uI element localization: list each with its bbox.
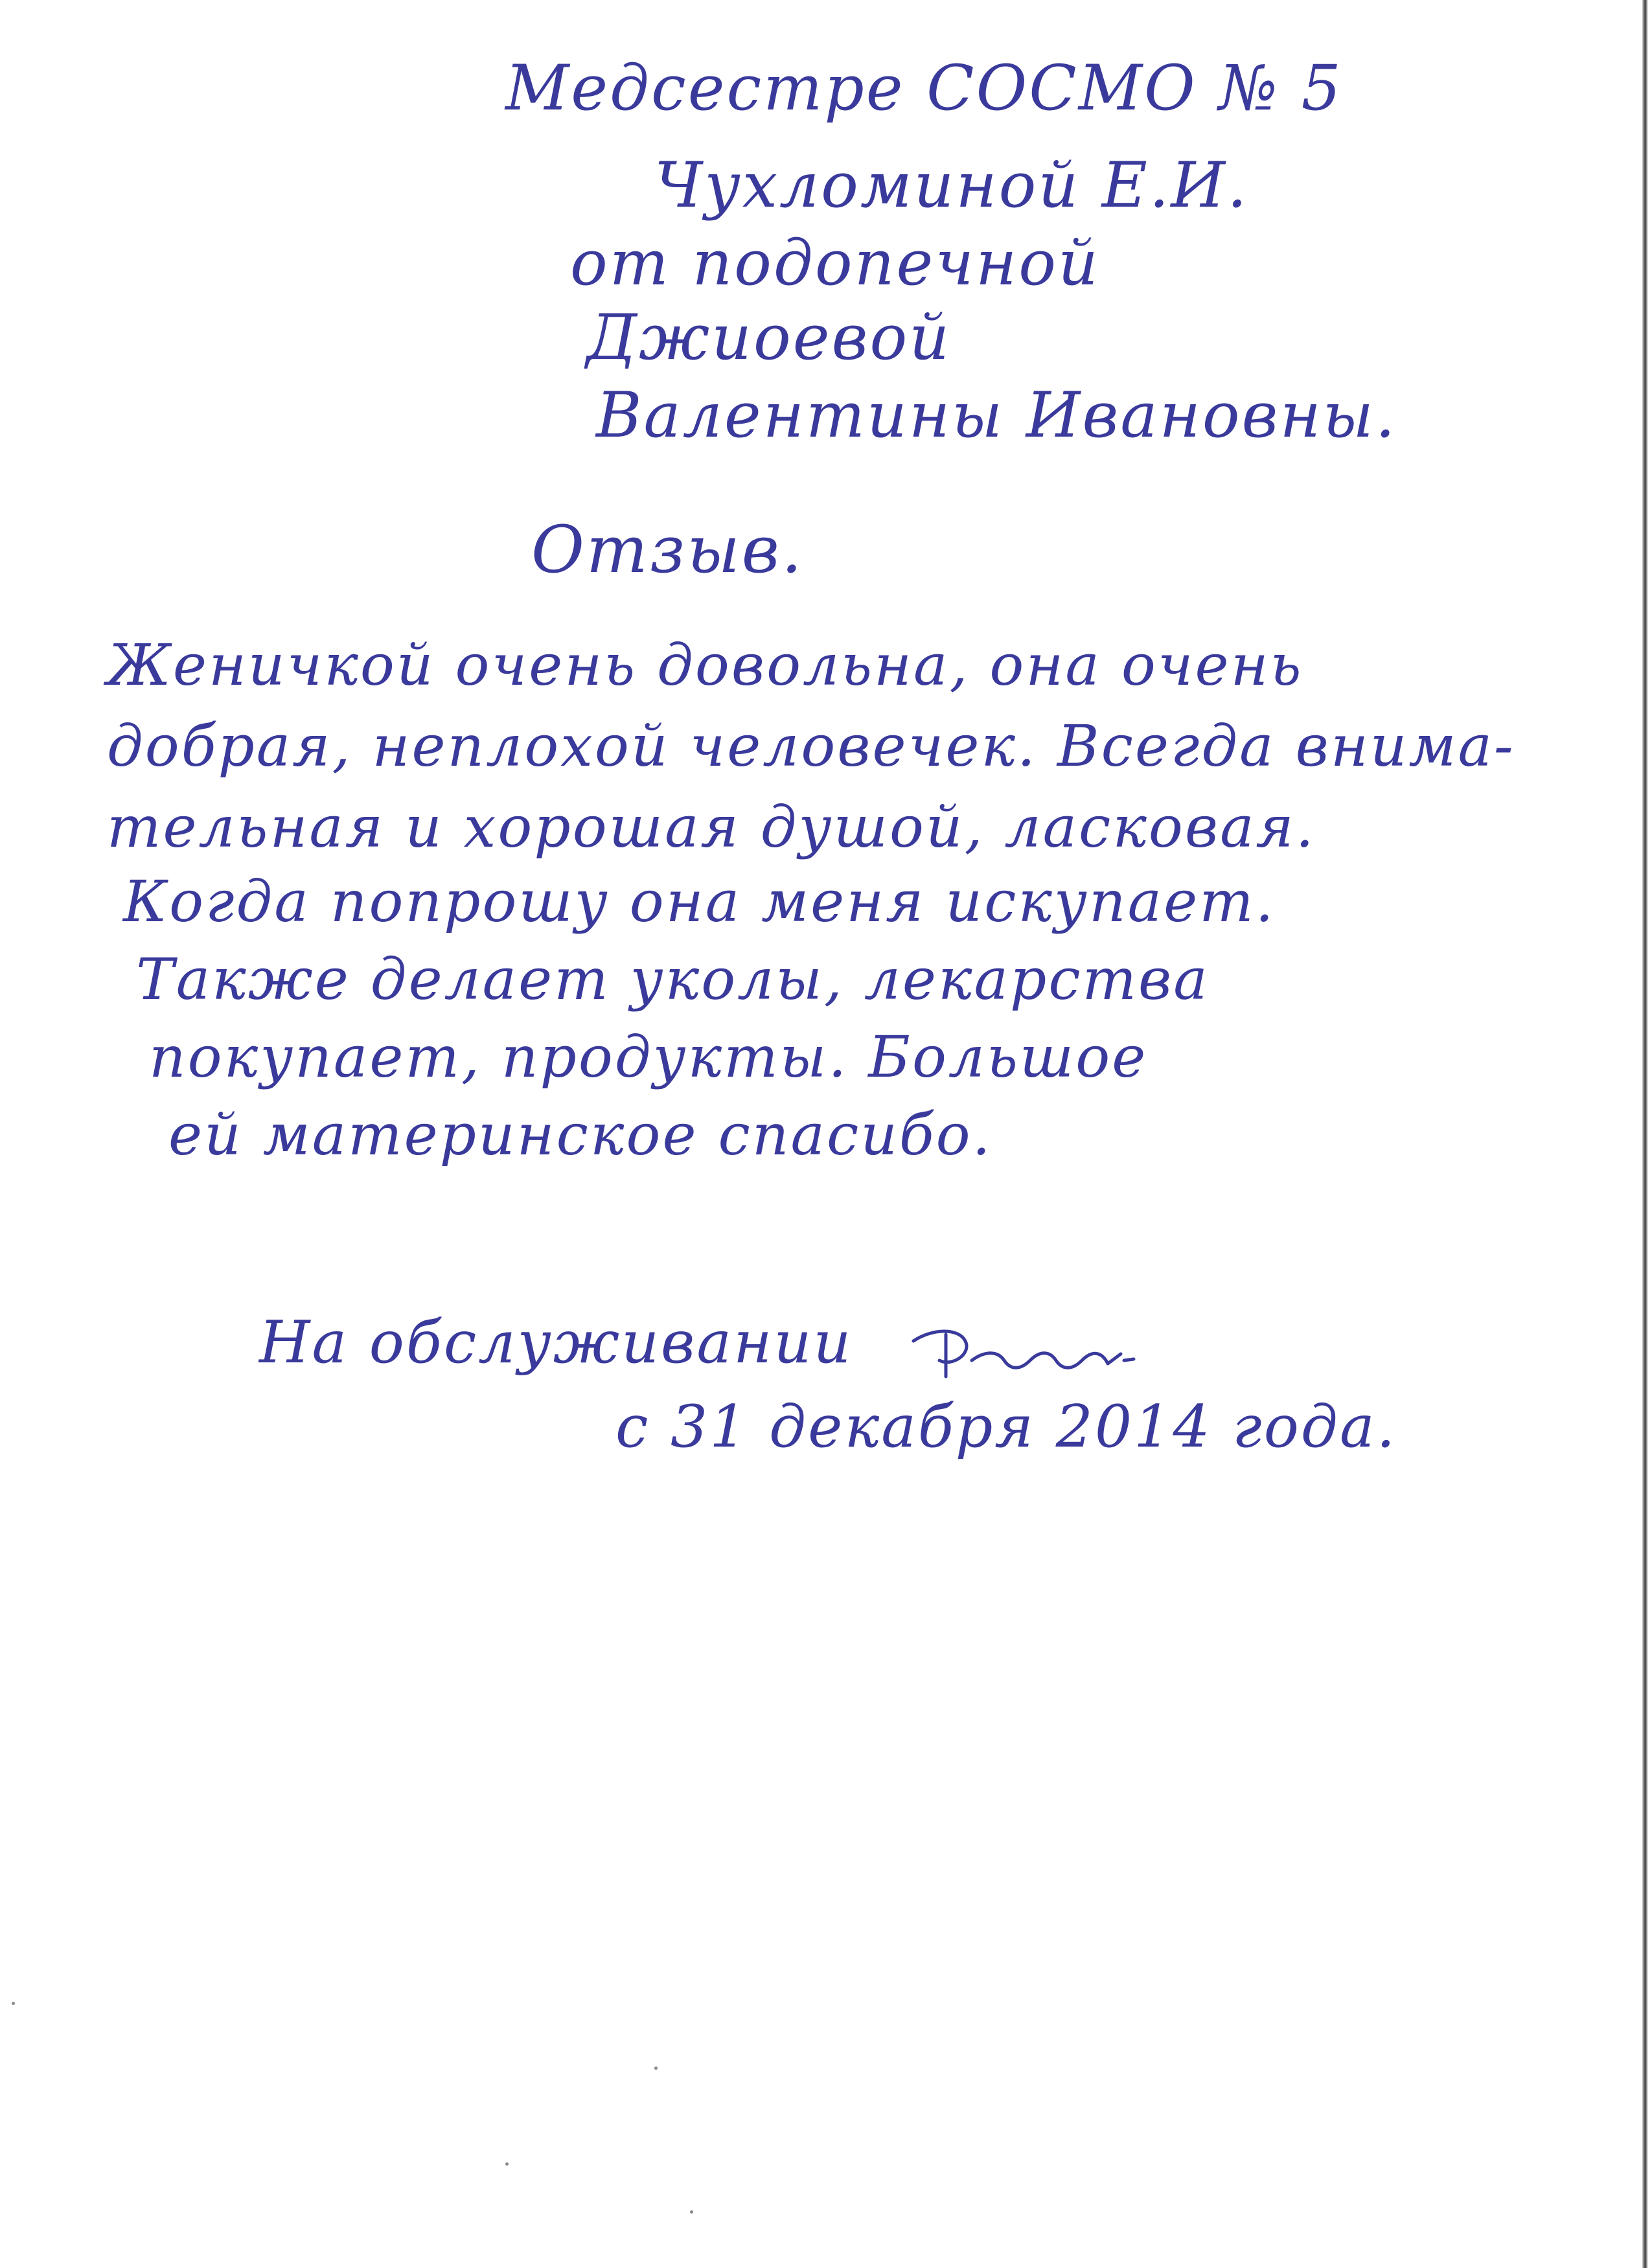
- body-line: Когда попрошу она меня искупает.: [123, 868, 1276, 935]
- scan-speck: [505, 2162, 509, 2166]
- recipient-line: Медсестре СОСМО № 5: [505, 52, 1343, 124]
- sender-name: Валентины Ивановны.: [596, 379, 1397, 452]
- body-line: тельная и хорошая душой, ласковая.: [107, 794, 1316, 860]
- body-line: добрая, неплохой человечек. Всегда внима-: [107, 713, 1515, 779]
- scan-speck: [12, 2002, 15, 2005]
- service-start-date: с 31 декабря 2014 года.: [615, 1393, 1397, 1461]
- body-line: Женичкой очень довольна, она очень: [107, 632, 1303, 698]
- body-line: ей материнское спасибо.: [168, 1101, 992, 1168]
- recipient-name: Чухломиной Е.И.: [654, 149, 1249, 222]
- body-line: покупает, продукты. Большое: [149, 1024, 1148, 1090]
- signature: [907, 1315, 1140, 1393]
- service-label: На обслуживании: [259, 1309, 853, 1377]
- sender-intro: от подопечной: [570, 227, 1100, 299]
- sender-surname: Джиоевой: [586, 301, 952, 374]
- scan-speck: [654, 2067, 658, 2070]
- scan-speck: [690, 2210, 693, 2214]
- letter-title: Отзыв.: [531, 512, 804, 588]
- body-line: Также делает уколы, лекарства: [136, 946, 1210, 1013]
- scan-edge-shadow: [1642, 0, 1648, 2268]
